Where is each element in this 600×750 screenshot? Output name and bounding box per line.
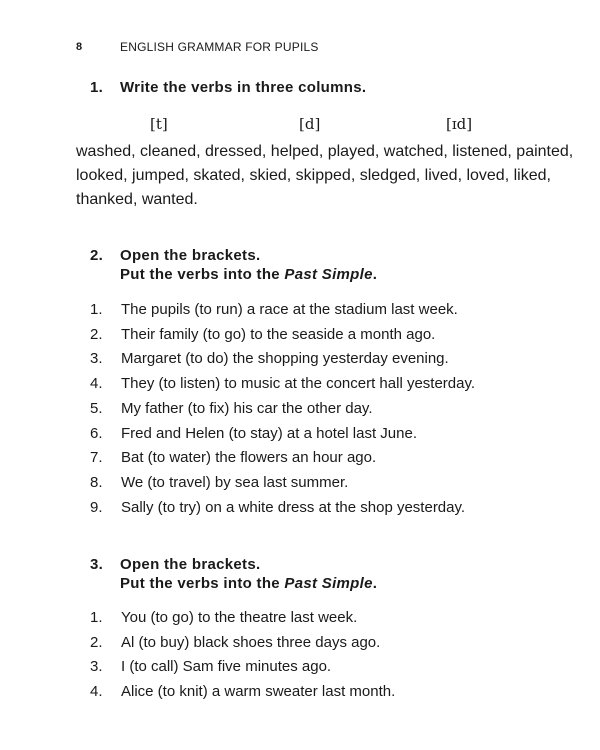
item-number: 1. [90,609,103,626]
exercise-3-subtitle-prefix: Put the verbs into the [120,575,285,592]
list-item [90,298,475,323]
exercise-2-heading [90,246,377,284]
exercise-3-subtitle [90,574,377,593]
item-text: The pupils (to run) a race at the stadium last week. [121,301,458,318]
item-number: 9. [90,498,103,516]
list-item [90,372,475,397]
exercise-3-subtitle-tense: Past Simple [284,575,373,592]
column-heading-id: [ɪd] [446,115,473,133]
exercise-2-list [90,298,475,520]
column-headings [0,115,600,135]
exercise-3-number: 3. [90,556,104,573]
exercise-2-subtitle-suffix: . [372,266,378,283]
list-item [90,323,475,348]
list-item [90,471,475,496]
list-item [90,496,475,521]
item-number: 3. [90,350,103,368]
item-text: We (to travel) by sea last summer. [121,473,349,491]
page-number: 8 [76,41,83,53]
exercise-1-number: 1. [90,79,104,96]
page-header [76,40,319,54]
item-text: Alice (to knit) a warm sweater last month. [121,683,396,701]
item-text: Fred and Helen (to stay) at a hotel last June. [121,424,417,442]
item-text: I (to call) Sam five minutes ago. [121,658,332,676]
verbs-list: washed, cleaned, dressed, helped, played, watched, listened, painted, looked, jumped, skated, skied, skipped, sledged, lived, loved, liked, thanked, wanted. [76,143,574,208]
item-text: Their family (to go) to the seaside a month ago. [121,325,436,343]
item-number: 6. [90,424,103,442]
column-heading-t: [t] [150,115,168,133]
item-number: 8. [90,473,103,491]
list-item [90,347,475,372]
exercise-2-subtitle-prefix: Put the verbs into the [120,266,285,283]
item-text: You (to go) to the theatre last week. [121,609,358,626]
item-text: My father (to fix) his car the other day. [121,399,373,417]
list-item [90,446,475,471]
column-heading-d: [d] [299,115,321,133]
list-item [90,422,475,447]
list-item [90,655,395,680]
exercise-3-heading [90,555,377,593]
item-text: Al (to buy) black shoes three days ago. [121,633,381,651]
exercise-2-title: Open the brackets. [120,247,261,264]
item-number: 2. [90,633,103,651]
book-title: ENGLISH GRAMMAR FOR PUPILS [120,40,319,54]
exercise-2-number: 2. [90,247,104,264]
list-item [90,606,395,631]
list-item [90,680,395,705]
item-number: 4. [90,683,103,701]
exercise-3-subtitle-suffix: . [372,575,378,592]
exercise-2-subtitle [90,265,377,284]
item-number: 1. [90,301,103,318]
item-text: They (to listen) to music at the concert hall yesterday. [121,375,476,393]
list-item [90,631,395,656]
exercise-3-list [90,606,395,705]
item-text: Sally (to try) on a white dress at the shop yesterday. [121,498,466,516]
exercise-1-heading [90,78,366,97]
exercise-2-subtitle-tense: Past Simple [284,266,373,283]
exercise-3-title: Open the brackets. [120,556,261,573]
item-number: 7. [90,449,103,467]
item-number: 3. [90,658,103,676]
item-number: 5. [90,399,103,417]
list-item [90,397,475,422]
item-number: 2. [90,325,103,343]
item-number: 4. [90,375,103,393]
item-text: Bat (to water) the flowers an hour ago. [121,449,377,467]
item-text: Margaret (to do) the shopping yesterday evening. [121,350,449,368]
exercise-1-title: Write the verbs in three columns. [120,79,367,96]
